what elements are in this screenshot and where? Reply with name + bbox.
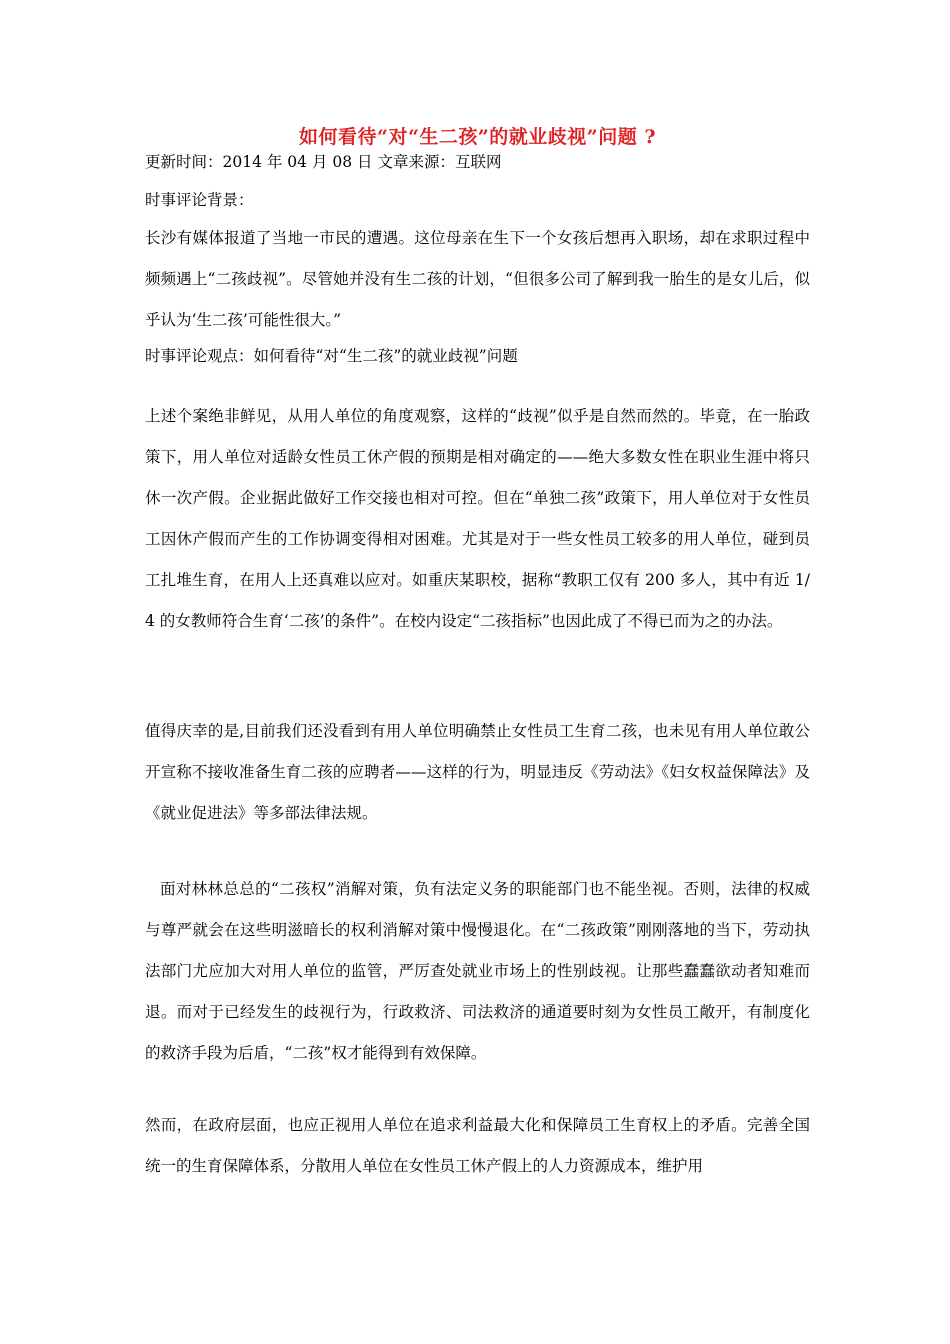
body-paragraph-4: 然而，在政府层面，也应正视用人单位在追求利益最大化和保障员工生育权上的矛盾。完善全国统一的生育保障体系，分散用人单位在女性员工休产假上的人力资源成本，维护用 (145, 1116, 810, 1175)
background-paragraph: 长沙有媒体报道了当地一市民的遭遇。这位母亲在生下一个女孩后想再入职场，却在求职过程中频频遇上“二孩歧视”。尽管她并没有生二孩的计划，“但很多公司了解到我一胎生的是女儿后，似乎认为‘生二孩’可能性很大。” (145, 229, 810, 329)
body-paragraph-2: 值得庆幸的是,目前我们还没看到有用人单位明确禁止女性员工生育二孩，也未见有用人单位敢公开宣称不接收准备生育二孩的应聘者——这样的行为，明显违反《劳动法》《妇女权益保障法》及《就业促进法》等多部法律法规。 (145, 722, 810, 822)
article-meta: 更新时间：2014 年 04 月 08 日 文章来源：互联网 (145, 153, 502, 171)
body-paragraph-1: 上述个案绝非鲜见，从用人单位的角度观察，这样的“歧视”似乎是自然而然的。毕竟，在一胎政策下，用人单位对适龄女性员工休产假的预期是相对确定的——绝大多数女性在职业生涯中将只休一次产假。企业据此做好工作交接也相对可控。但在“单独二孩”政策下，用人单位对于女性员工因休产假而产生的工作协调变得相对困难。尤其是对于一些女性员工较多的用人单位，碰到员工扎堆生育，在用人上还真难以应对。如重庆某职校，据称“教职工仅有 200 多人，其中有近 1/4 的女教师符合生育‘二孩’的条件”。在校内设定“二孩指标”也因此成了不得已而为之的办法。 (145, 407, 810, 630)
body-paragraph-3: 面对林林总总的“二孩权”消解对策，负有法定义务的职能部门也不能坐视。否则，法律的权威与尊严就会在这些明滋暗长的权利消解对策中慢慢退化。在“二孩政策”刚刚落地的当下，劳动执法部门尤应加大对用人单位的监管，严厉查处就业市场上的性别歧视。让那些蠢蠢欲动者知难而退。而对于已经发生的歧视行为，行政救济、司法救济的通道要时刻为女性员工敞开，有制度化的救济手段为后盾，“二孩”权才能得到有效保障。 (145, 880, 810, 1062)
background-label: 时事评论背景： (145, 191, 254, 209)
viewpoint-label: 时事评论观点：如何看待“对“生二孩”的就业歧视”问题 (145, 347, 518, 365)
article-title: 如何看待“对“生二孩”的就业歧视”问题 ? (299, 126, 656, 148)
